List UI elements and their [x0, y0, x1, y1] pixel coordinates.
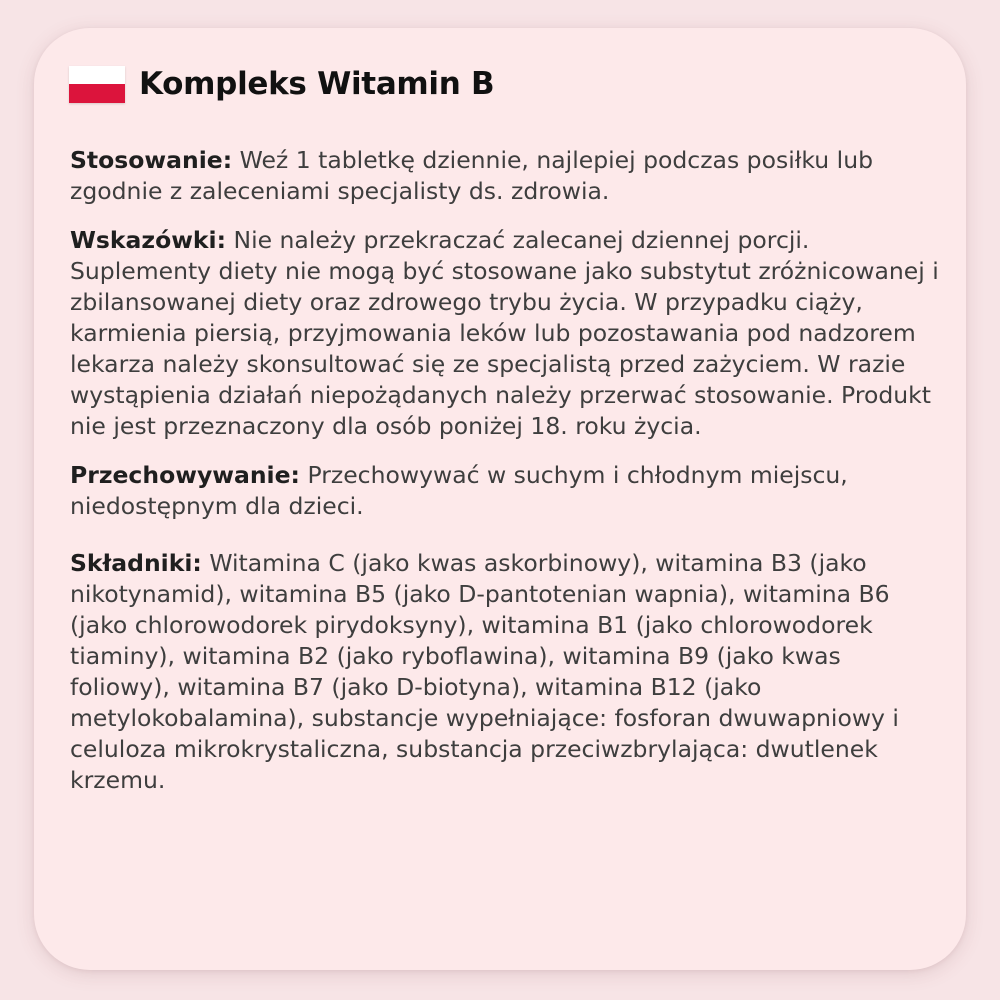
warnings-section: [70, 225, 940, 442]
usage-section: [70, 145, 940, 207]
storage-text: Przechowywać w suchym i chłodnym miejscu, niedostępnym dla dzieci.: [70, 461, 848, 520]
warnings-label: Wskazówki:: [70, 226, 227, 254]
usage-text: Weź 1 tabletkę dziennie, najlepiej podczas posiłku lub zgodnie z zaleceniami specjalisty ds. zdrowia.: [70, 146, 874, 205]
warnings-text: Nie należy przekraczać zalecanej dziennej porcji. Suplementy diety nie mogą być stosowane jako substytut zróżnicowanej i zbilansowanej diety oraz zdrowego trybu życia. W przypadku ciąży, karmienia piersią, przyjmowania leków lub pozostawania pod nadzorem lekarza należy skonsultować się ze specjalistą przed zażyciem. W razie wystąpienia działań niepożądanych należy przerwać stosowanie. Produkt nie jest przeznaczony dla osób poniżej 18. roku życia.: [70, 226, 939, 440]
info-card: [34, 28, 966, 970]
ingredients-section: [70, 548, 940, 796]
storage-label: Przechowywanie:: [70, 461, 300, 489]
flag-white-stripe: [69, 66, 125, 85]
poland-flag-icon: [69, 66, 125, 103]
ingredients-label: Składniki:: [70, 549, 202, 577]
card-content: [70, 145, 940, 814]
storage-section: [70, 460, 940, 522]
card-header: [69, 64, 494, 104]
ingredients-text: Witamina C (jako kwas askorbinowy), witamina B3 (jako nikotynamid), witamina B5 (jako D-pantotenian wapnia), witamina B6 (jako chlorowodorek pirydoksyny), witamina B1 (jako chlorowodorek tiaminy), witamina B2 (jako ryboflawina), witamina B9 (jako kwas foliowy), witamina B7 (jako D-biotyna), witamina B12 (jako metylokobalamina), substancje wypełniające: fosforan dwuwapniowy i celuloza mikrokrystaliczna, substancja przeciwzbrylająca: dwutlenek krzemu.: [70, 549, 899, 794]
usage-label: Stosowanie:: [70, 146, 233, 174]
card-title: Kompleks Witamin B: [139, 66, 495, 102]
flag-red-stripe: [69, 84, 125, 103]
